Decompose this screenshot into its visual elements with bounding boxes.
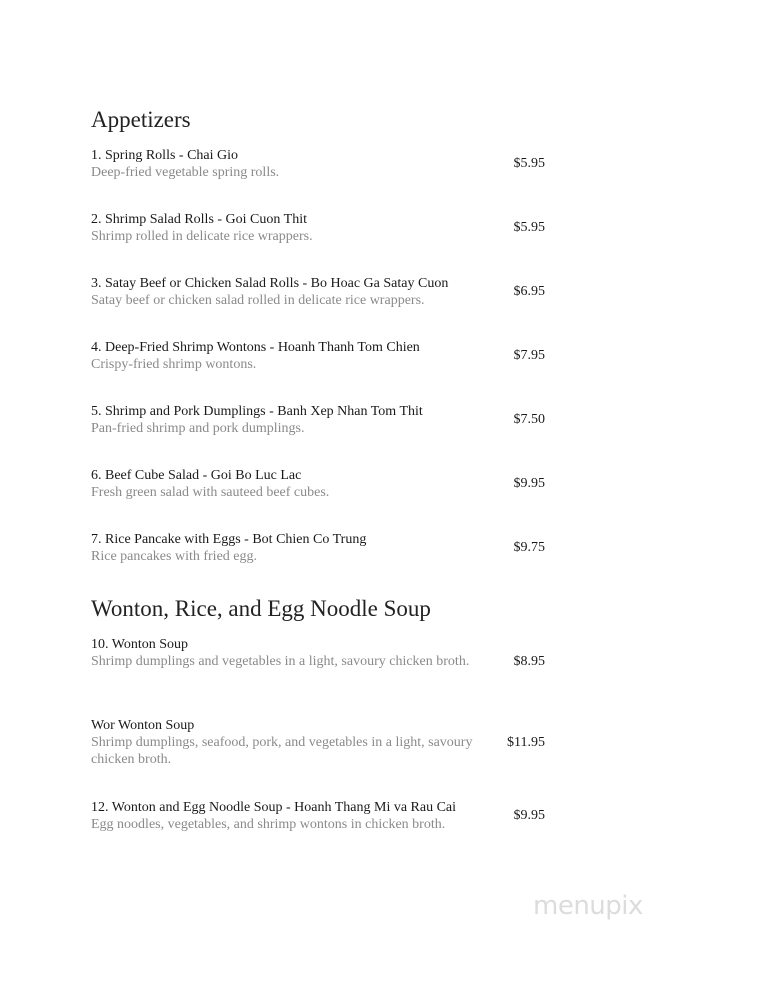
item-price: $8.95	[513, 654, 545, 669]
item-description: Rice pancakes with fried egg.	[91, 549, 257, 564]
menu-item	[91, 403, 551, 437]
item-name: 2. Shrimp Salad Rolls - Goi Cuon Thit	[91, 212, 307, 227]
item-name: 7. Rice Pancake with Eggs - Bot Chien Co Trung	[91, 532, 367, 547]
item-name: 10. Wonton Soup	[91, 637, 189, 652]
item-name: 5. Shrimp and Pork Dumplings - Banh Xep Nhan Tom Thit	[91, 404, 423, 419]
section-heading-soup: Wonton, Rice, and Egg Noodle Soup	[91, 596, 431, 621]
section-heading-appetizers: Appetizers	[91, 107, 191, 132]
menu-item	[91, 799, 551, 833]
item-description: Crispy-fried shrimp wontons.	[91, 357, 257, 372]
menu-item	[91, 211, 551, 245]
menu-item	[91, 717, 551, 768]
item-name: 4. Deep-Fried Shrimp Wontons - Hoanh Thanh Tom Chien	[91, 340, 420, 355]
item-description: Deep-fried vegetable spring rolls.	[91, 165, 280, 180]
item-name: 6. Beef Cube Salad - Goi Bo Luc Lac	[91, 468, 302, 483]
menu-item	[91, 467, 551, 501]
item-price: $7.50	[513, 412, 545, 427]
item-description: Satay beef or chicken salad rolled in delicate rice wrappers.	[91, 293, 425, 308]
item-description: Fresh green salad with sauteed beef cubes.	[91, 485, 330, 500]
item-price: $7.95	[513, 348, 545, 363]
item-price: $9.75	[513, 540, 545, 555]
menupix-watermark: menupix	[533, 891, 643, 921]
menu-item	[91, 275, 551, 309]
item-name: Wor Wonton Soup	[91, 718, 195, 733]
item-description: Egg noodles, vegetables, and shrimp wontons in chicken broth.	[91, 817, 446, 832]
item-price: $6.95	[513, 284, 545, 299]
item-description: Shrimp dumplings and vegetables in a light, savoury chicken broth.	[91, 654, 470, 669]
menu-item	[91, 147, 551, 181]
item-description: Shrimp rolled in delicate rice wrappers.	[91, 229, 313, 244]
menu-item	[91, 531, 551, 565]
item-name: 3. Satay Beef or Chicken Salad Rolls - Bo Hoac Ga Satay Cuon	[91, 276, 449, 291]
item-description: Shrimp dumplings, seafood, pork, and vegetables in a light, savoury chicken broth.	[91, 735, 473, 767]
item-price: $11.95	[507, 735, 545, 750]
item-price: $5.95	[513, 220, 545, 235]
item-price: $9.95	[513, 476, 545, 491]
item-name: 12. Wonton and Egg Noodle Soup - Hoanh Thang Mi va Rau Cai	[91, 800, 457, 815]
item-name: 1. Spring Rolls - Chai Gio	[91, 148, 239, 163]
menu-item	[91, 339, 551, 373]
item-description: Pan-fried shrimp and pork dumplings.	[91, 421, 305, 436]
menu-item	[91, 636, 551, 670]
item-price: $5.95	[513, 156, 545, 171]
item-price: $9.95	[513, 808, 545, 823]
